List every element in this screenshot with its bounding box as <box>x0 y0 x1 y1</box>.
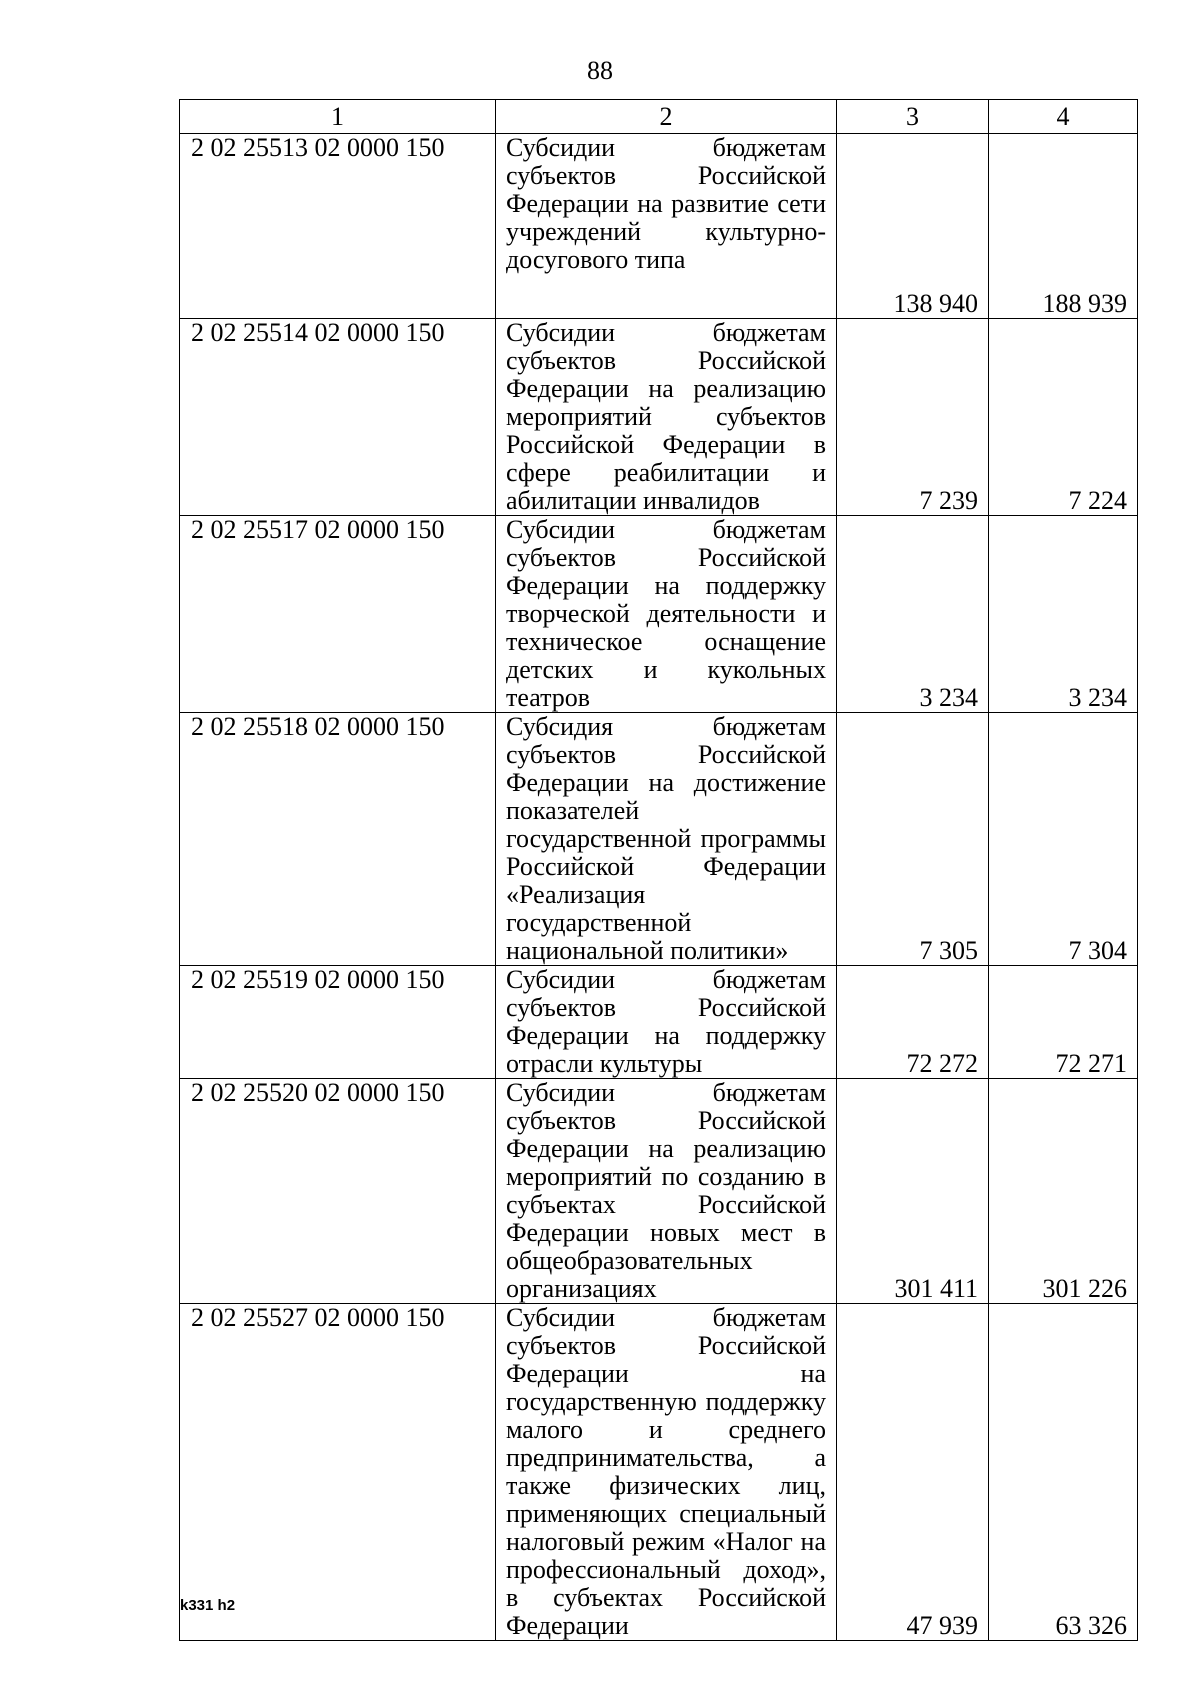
column-header-2: 2 <box>496 100 837 134</box>
value-col4-cell: 7 304 <box>989 713 1138 966</box>
revenue-name-cell: Субсидии бюджетам субъектов Российской Федерации на развитие сети учреждений культурно-досугового типа <box>496 134 837 319</box>
table-row <box>180 134 1138 319</box>
value-col4-cell: 188 939 <box>989 134 1138 319</box>
table-row <box>180 1079 1138 1304</box>
value-col3-cell: 47 939 <box>837 1304 989 1641</box>
revenue-code-cell: 2 02 25519 02 0000 150 <box>180 966 496 1079</box>
value-col4-cell: 301 226 <box>989 1079 1138 1304</box>
value-col4-cell: 72 271 <box>989 966 1138 1079</box>
revenue-code-cell: 2 02 25513 02 0000 150 <box>180 134 496 319</box>
column-header-4: 4 <box>989 100 1138 134</box>
revenue-name-cell: Субсидия бюджетам субъектов Российской Федерации на достижение показателей государственной программы Российской Федерации «Реализация государственной национальной политики» <box>496 713 837 966</box>
table-row <box>180 713 1138 966</box>
table-header-row <box>180 100 1138 134</box>
value-col4-cell: 7 224 <box>989 319 1138 516</box>
table-row <box>180 966 1138 1079</box>
revenue-code-cell: 2 02 25527 02 0000 150 <box>180 1304 496 1641</box>
budget-table <box>179 99 1138 1641</box>
value-col3-cell: 7 305 <box>837 713 989 966</box>
revenue-code-cell: 2 02 25518 02 0000 150 <box>180 713 496 966</box>
value-col4-cell: 63 326 <box>989 1304 1138 1641</box>
table-row <box>180 1304 1138 1641</box>
value-col4-cell: 3 234 <box>989 516 1138 713</box>
document-footer-code: k331 h2 <box>180 1597 236 1614</box>
table-row <box>180 516 1138 713</box>
revenue-name-cell: Субсидии бюджетам субъектов Российской Федерации на реализацию мероприятий по созданию в субъектах Российской Федерации новых мест в общеобразовательных организациях <box>496 1079 837 1304</box>
revenue-code-cell: 2 02 25517 02 0000 150 <box>180 516 496 713</box>
revenue-name-cell: Субсидии бюджетам субъектов Российской Федерации на поддержку творческой деятельности и техническое оснащение детских и кукольных театров <box>496 516 837 713</box>
revenue-name-cell: Субсидии бюджетам субъектов Российской Федерации на реализацию мероприятий субъектов Российской Федерации в сфере реабилитации и абилитации инвалидов <box>496 319 837 516</box>
revenue-code-cell: 2 02 25514 02 0000 150 <box>180 319 496 516</box>
revenue-code-cell: 2 02 25520 02 0000 150 <box>180 1079 496 1304</box>
value-col3-cell: 3 234 <box>837 516 989 713</box>
value-col3-cell: 72 272 <box>837 966 989 1079</box>
page-number: 88 <box>587 56 613 85</box>
revenue-name-cell: Субсидии бюджетам субъектов Российской Федерации на государственную поддержку малого и среднего предпринимательства, а также физических лиц, применяющих специальный налоговый режим «Налог на профессиональный доход», в субъектах Российской Федерации <box>496 1304 837 1641</box>
value-col3-cell: 7 239 <box>837 319 989 516</box>
table-row <box>180 319 1138 516</box>
revenue-name-cell: Субсидии бюджетам субъектов Российской Федерации на поддержку отрасли культуры <box>496 966 837 1079</box>
column-header-3: 3 <box>837 100 989 134</box>
value-col3-cell: 301 411 <box>837 1079 989 1304</box>
column-header-1: 1 <box>180 100 496 134</box>
value-col3-cell: 138 940 <box>837 134 989 319</box>
